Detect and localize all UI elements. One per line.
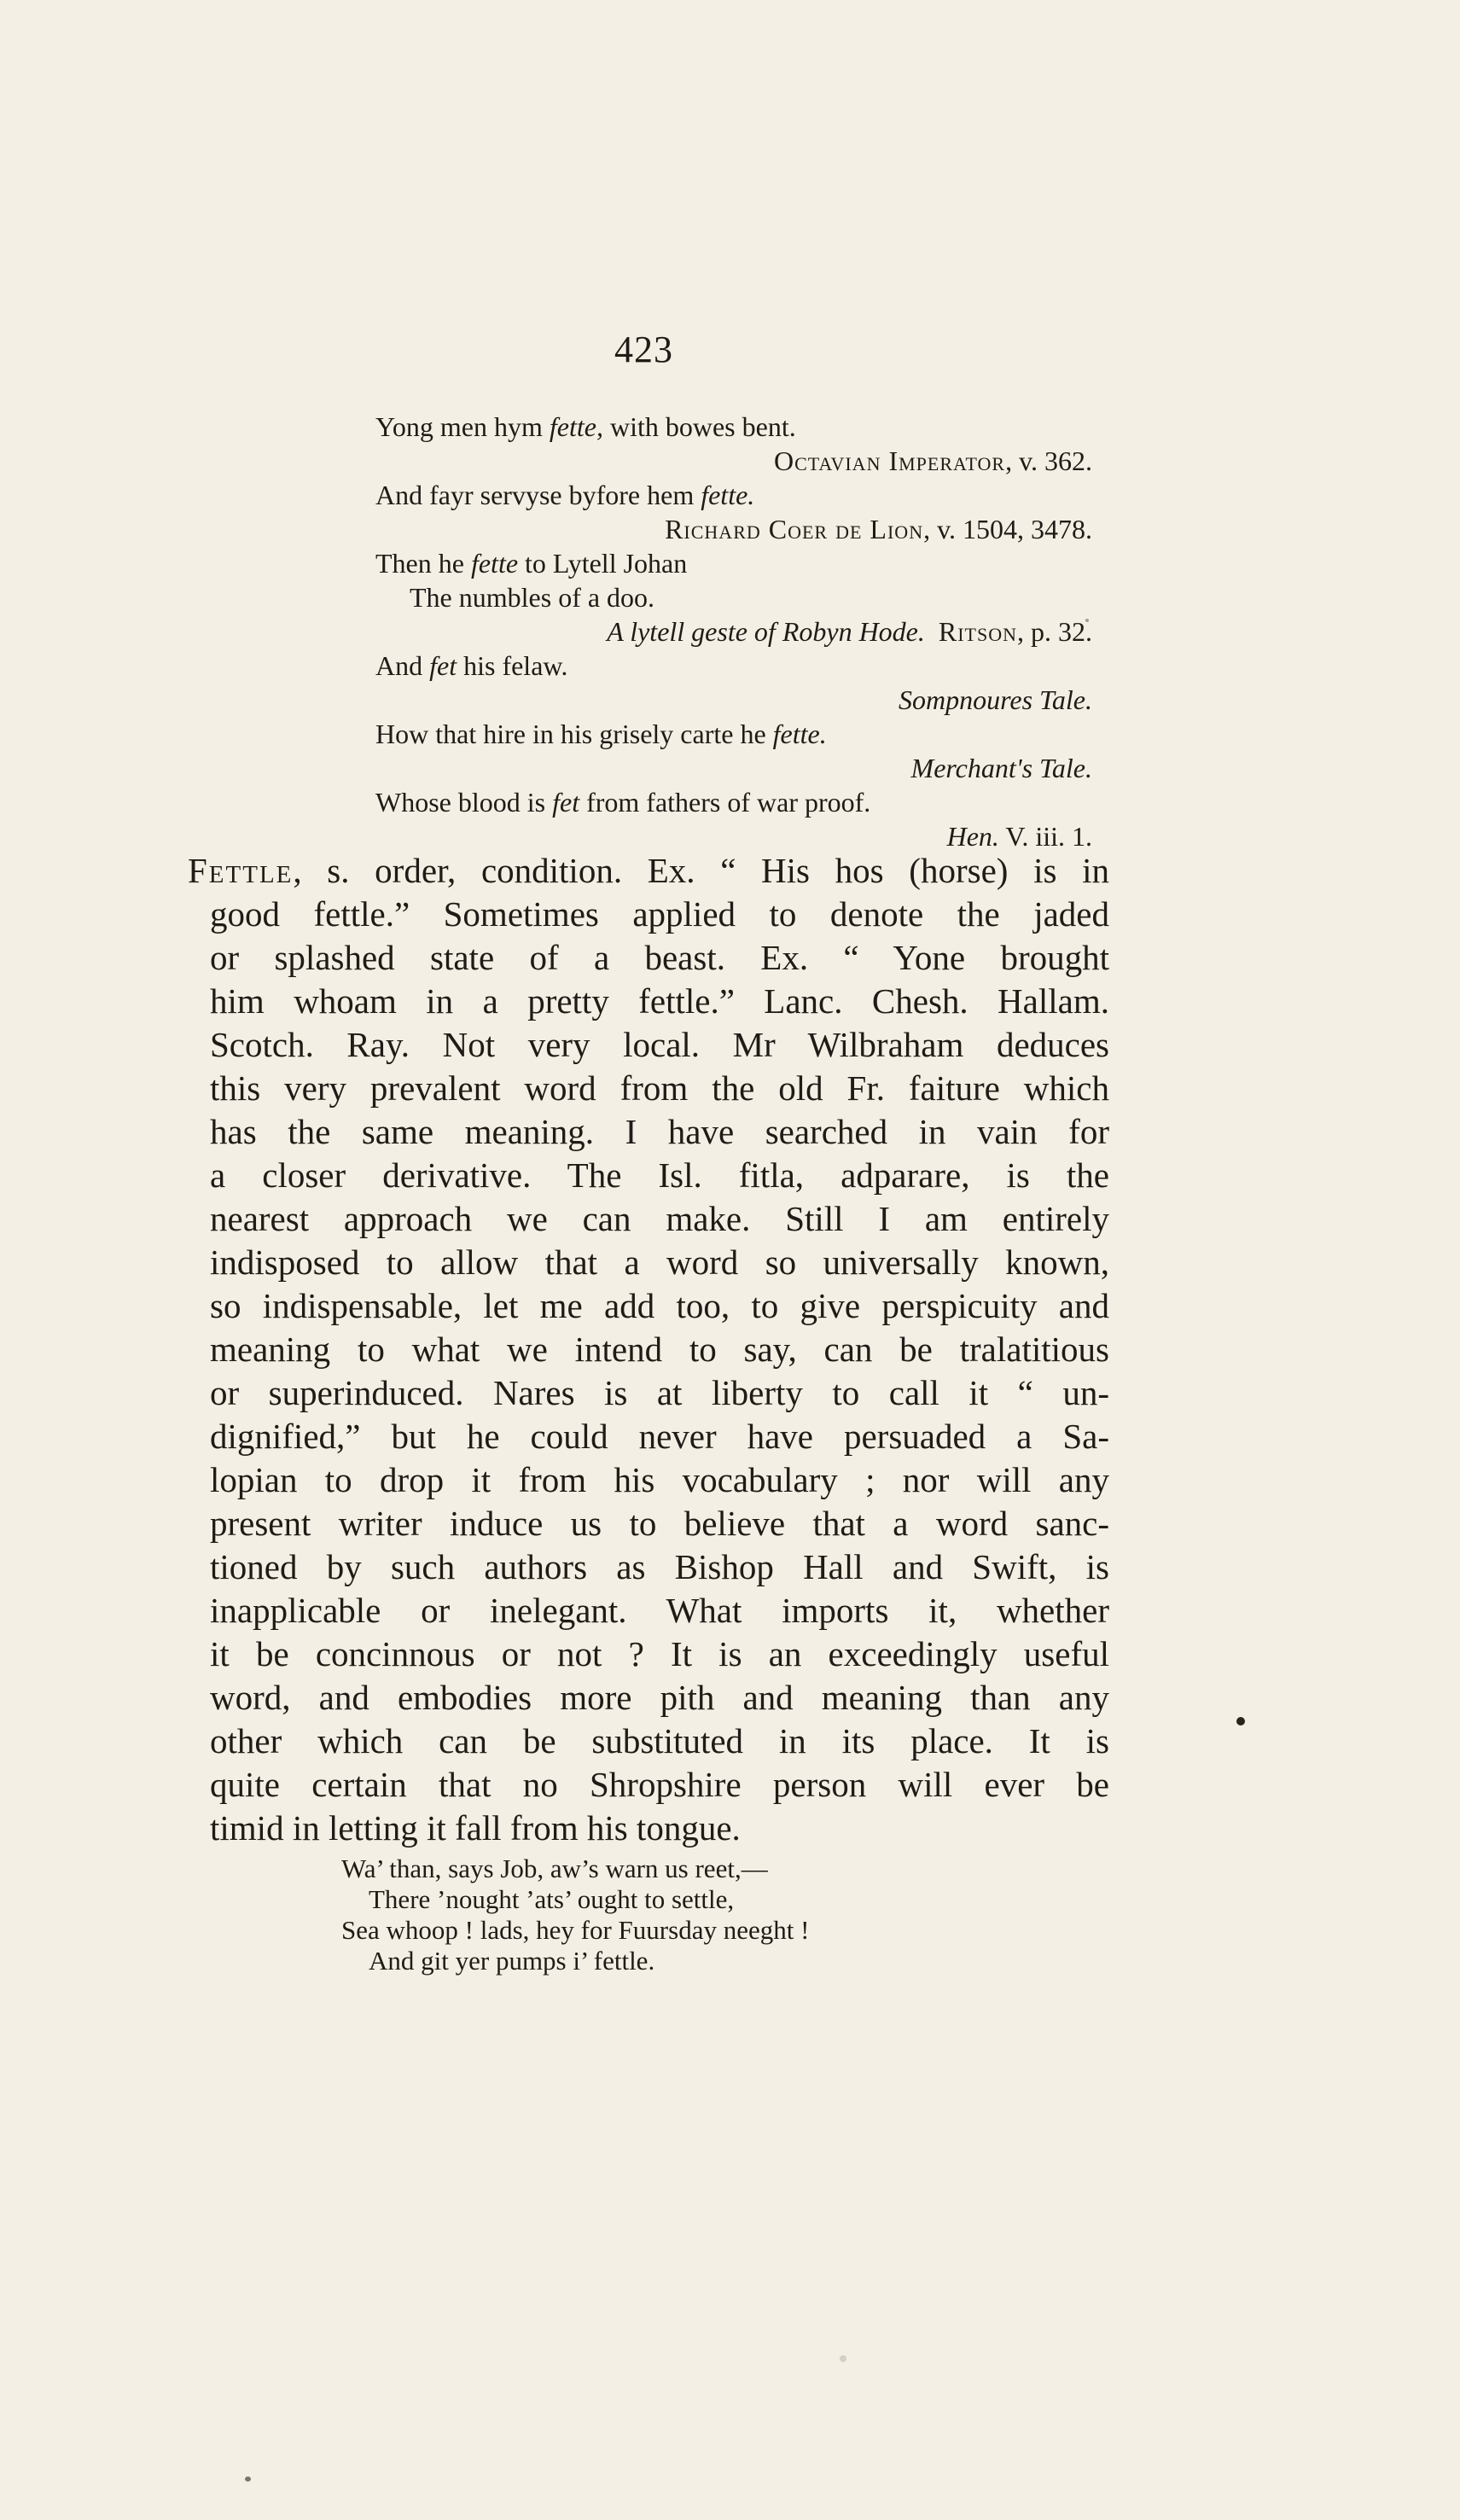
quote-source: Octavian Imperator, v. 362.	[773, 445, 1092, 476]
entry-line: quite certain that no Shropshire person will ever be	[210, 1765, 1109, 1804]
entry-line: good fettle.” Sometimes applied to denote the jaded	[210, 894, 1109, 934]
verse-line: And git yer pumps i’ fettle.	[369, 1946, 655, 1976]
quote-line: And fet his felaw.	[375, 650, 568, 681]
quote-line: Yong men hym fette, with bowes bent.	[375, 411, 796, 442]
entry-line: nearest approach we can make. Still I am entirely	[210, 1199, 1109, 1238]
entry-line: meaning to what we intend to say, can be tralatitious	[210, 1330, 1109, 1369]
dictionary-entry	[188, 849, 1109, 1850]
ink-speck	[245, 2476, 251, 2482]
entry-line: indisposed to allow that a word so universally known,	[210, 1243, 1109, 1282]
quote-line: How that hire in his grisely carte he fette.	[375, 719, 827, 749]
quote-source: Richard Coer de Lion, v. 1504, 3478.	[665, 514, 1092, 544]
quote-line: The numbles of a doo.	[410, 582, 655, 613]
verse-line: Sea whoop ! lads, hey for Fuursday neeght !	[341, 1915, 810, 1945]
entry-line: dignified,” but he could never have persuaded a Sa-	[210, 1417, 1109, 1456]
entry-line: it be concinnous or not ? It is an exceedingly useful	[210, 1634, 1109, 1673]
ink-speck	[1085, 619, 1089, 622]
entry-line: Scotch. Ray. Not very local. Mr Wilbraham deduces	[210, 1025, 1109, 1064]
entry-line: has the same meaning. I have searched in vain for	[210, 1112, 1109, 1151]
verse-block	[341, 1854, 990, 1976]
entry-line: present writer induce us to believe that a word sanc-	[210, 1504, 1109, 1543]
entry-line: inapplicable or inelegant. What imports it, whether	[210, 1591, 1109, 1630]
entry-line: lopian to drop it from his vocabulary ; nor will any	[210, 1460, 1109, 1499]
quote-source: Hen. V. iii. 1.	[946, 821, 1092, 852]
entry-line: word, and embodies more pith and meaning than any	[210, 1678, 1109, 1717]
quote-source: Sompnoures Tale.	[899, 684, 1092, 715]
entry-line: or superinduced. Nares is at liberty to call it “ un-	[210, 1373, 1109, 1412]
ink-speck	[840, 2355, 846, 2362]
headword: Fettle	[188, 851, 294, 890]
entry-line: him whoam in a pretty fettle.” Lanc. Chesh. Hallam.	[210, 981, 1109, 1021]
entry-line: timid in letting it fall from his tongue.	[210, 1808, 741, 1848]
quote-line: Then he fette to Lytell Johan	[375, 548, 688, 579]
page-number: 423	[614, 329, 673, 370]
quote-line: Whose blood is fet from fathers of war proof.	[375, 787, 871, 818]
entry-line: so indispensable, let me add too, to give perspicuity and	[210, 1286, 1109, 1325]
entry-line: a closer derivative. The Isl. fitla, adparare, is the	[210, 1155, 1109, 1195]
quote-source: Merchant's Tale.	[910, 753, 1092, 783]
entry-line: tioned by such authors as Bishop Hall and Swift, is	[210, 1547, 1109, 1586]
ink-speck	[1236, 1717, 1245, 1726]
verse-line: Wa’ than, says Job, aw’s warn us reet,—	[341, 1854, 768, 1883]
quotations-block	[375, 410, 1092, 853]
entry-line: this very prevalent word from the old Fr. faiture which	[210, 1068, 1109, 1108]
entry-line: Fettle, s. order, condition. Ex. “ His hos (horse) is in	[188, 851, 1109, 890]
quote-line: And fayr servyse byfore hem fette.	[375, 480, 755, 510]
quote-source: A lytell geste of Robyn Hode. Ritson, p. 32.	[607, 616, 1092, 647]
entry-line: or splashed state of a beast. Ex. “ Yone brought	[210, 938, 1109, 977]
entry-line: other which can be substituted in its place. It is	[210, 1721, 1109, 1761]
verse-line: There ’nought ’ats’ ought to settle,	[369, 1884, 735, 1914]
